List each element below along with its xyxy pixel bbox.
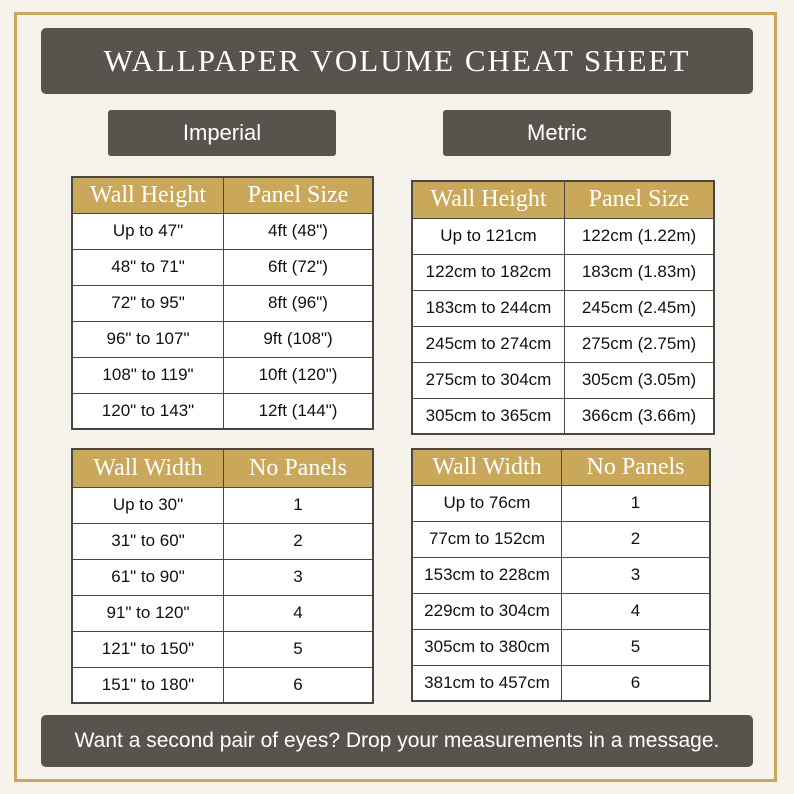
table-row [412,398,714,434]
table-row [412,557,710,593]
table-row [412,485,710,521]
wall-height-cell: 122cm to 182cm [412,254,565,290]
panel-count-cell: 6 [562,665,711,701]
panel-size-cell: 4ft (48") [224,213,374,249]
page-title: WALLPAPER VOLUME CHEAT SHEET [41,28,753,94]
column-header: Wall Width [412,449,562,485]
table-row [72,487,373,523]
panel-size-cell: 6ft (72") [224,249,374,285]
panel-size-cell: 8ft (96") [224,285,374,321]
table-row [72,393,373,429]
panel-count-cell: 4 [224,595,374,631]
wall-height-cell: 120" to 143" [72,393,224,429]
wall-height-cell: 72" to 95" [72,285,224,321]
metric-label: Metric [443,110,671,156]
column-header: Wall Height [72,177,224,213]
wall-height-cell: 96" to 107" [72,321,224,357]
imperial-label: Imperial [108,110,336,156]
wall-height-cell: 183cm to 244cm [412,290,565,326]
panel-count-cell: 1 [224,487,374,523]
panel-count-cell: 2 [224,523,374,559]
table-row [72,321,373,357]
metric-height-table [411,180,715,435]
column-header: Wall Width [72,449,224,487]
table-row [72,559,373,595]
wall-width-cell: 305cm to 380cm [412,629,562,665]
wall-width-cell: 153cm to 228cm [412,557,562,593]
panel-count-cell: 2 [562,521,711,557]
table-row [412,521,710,557]
wall-height-cell: 48" to 71" [72,249,224,285]
footer-message: Want a second pair of eyes? Drop your measurements in a message. [41,715,753,767]
table-row [412,665,710,701]
panel-size-cell: 275cm (2.75m) [565,326,715,362]
panel-count-cell: 5 [562,629,711,665]
panel-size-cell: 9ft (108") [224,321,374,357]
wall-height-cell: 275cm to 304cm [412,362,565,398]
panel-size-cell: 122cm (1.22m) [565,218,715,254]
column-header: Panel Size [224,177,374,213]
panel-count-cell: 3 [224,559,374,595]
table-row [72,213,373,249]
table-row [72,595,373,631]
table-row [412,593,710,629]
panel-size-cell: 366cm (3.66m) [565,398,715,434]
column-header: Panel Size [565,181,715,218]
panel-count-cell: 6 [224,667,374,703]
wall-width-cell: 91" to 120" [72,595,224,631]
wall-width-cell: Up to 30" [72,487,224,523]
wall-height-cell: 305cm to 365cm [412,398,565,434]
wall-width-cell: Up to 76cm [412,485,562,521]
wall-width-cell: 61" to 90" [72,559,224,595]
wall-width-cell: 229cm to 304cm [412,593,562,629]
table-row [412,290,714,326]
wall-width-cell: 151" to 180" [72,667,224,703]
wall-width-cell: 77cm to 152cm [412,521,562,557]
column-header: No Panels [562,449,711,485]
wall-width-cell: 121" to 150" [72,631,224,667]
wall-height-cell: Up to 121cm [412,218,565,254]
table-row [72,357,373,393]
panel-size-cell: 12ft (144") [224,393,374,429]
panel-size-cell: 245cm (2.45m) [565,290,715,326]
table-row [72,631,373,667]
panel-count-cell: 1 [562,485,711,521]
panel-size-cell: 183cm (1.83m) [565,254,715,290]
wall-width-cell: 31" to 60" [72,523,224,559]
imperial-height-table [71,176,374,430]
wall-height-cell: 245cm to 274cm [412,326,565,362]
panel-count-cell: 4 [562,593,711,629]
column-header: No Panels [224,449,374,487]
table-row [72,285,373,321]
wall-height-cell: 108" to 119" [72,357,224,393]
panel-size-cell: 10ft (120") [224,357,374,393]
table-row [72,667,373,703]
table-row [412,362,714,398]
table-row [72,249,373,285]
panel-count-cell: 3 [562,557,711,593]
imperial-width-table [71,448,374,704]
wall-width-cell: 381cm to 457cm [412,665,562,701]
table-row [412,629,710,665]
column-header: Wall Height [412,181,565,218]
panel-size-cell: 305cm (3.05m) [565,362,715,398]
table-row [412,326,714,362]
table-row [72,523,373,559]
panel-count-cell: 5 [224,631,374,667]
metric-width-table [411,448,711,702]
wall-height-cell: Up to 47" [72,213,224,249]
table-row [412,254,714,290]
table-row [412,218,714,254]
